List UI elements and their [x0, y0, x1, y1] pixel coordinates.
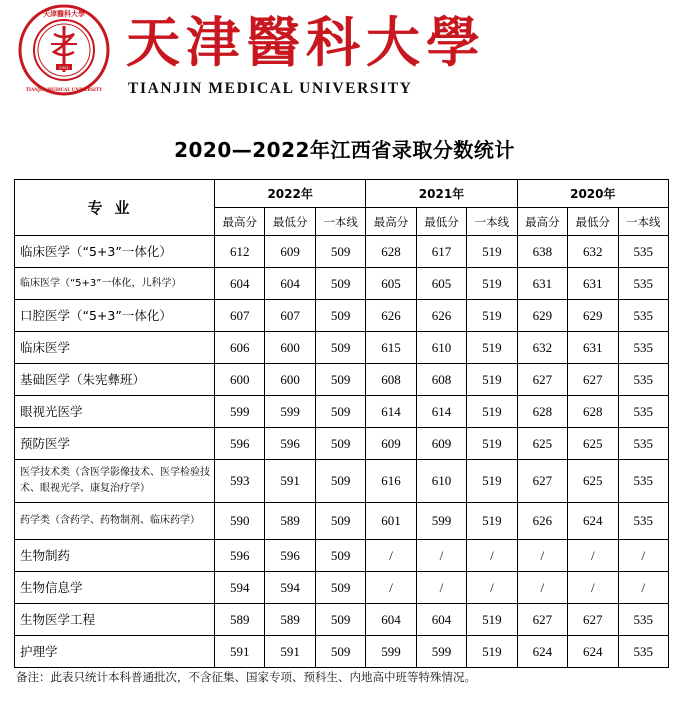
- table-row: [15, 332, 669, 364]
- score-cell: /: [568, 540, 618, 572]
- header: [18, 4, 486, 104]
- score-cell: /: [618, 540, 669, 572]
- score-cell: 600: [265, 332, 315, 364]
- score-cell: 605: [366, 268, 416, 300]
- score-cell: 519: [467, 460, 517, 503]
- subheader-cell: 最低分: [265, 208, 315, 236]
- score-cell: 632: [568, 236, 618, 268]
- score-cell: 608: [416, 364, 466, 396]
- score-cell: 596: [265, 428, 315, 460]
- score-cell: 593: [215, 460, 265, 503]
- seal-text-top: 天津醫科大學: [43, 9, 85, 18]
- score-cell: 608: [366, 364, 416, 396]
- score-cell: 599: [265, 396, 315, 428]
- score-cell: 614: [416, 396, 466, 428]
- major-name-cell: 生物信息学: [15, 572, 215, 604]
- score-cell: 519: [467, 396, 517, 428]
- score-cell: 600: [215, 364, 265, 396]
- score-cell: 596: [215, 540, 265, 572]
- score-cell: 535: [618, 460, 669, 503]
- score-table-body: [15, 236, 669, 668]
- brand-name-cn: 天津醫科大學: [126, 10, 486, 74]
- score-cell: 625: [568, 428, 618, 460]
- score-cell: 535: [618, 428, 669, 460]
- score-cell: 535: [618, 604, 669, 636]
- year-header-2020: 2020年: [517, 180, 668, 208]
- score-cell: 614: [366, 396, 416, 428]
- score-cell: 607: [215, 300, 265, 332]
- score-cell: 509: [315, 268, 365, 300]
- major-column-header: 专业: [15, 180, 215, 236]
- table-row: [15, 572, 669, 604]
- score-cell: 509: [315, 300, 365, 332]
- score-cell: /: [366, 540, 416, 572]
- table-row: [15, 396, 669, 428]
- score-cell: /: [618, 572, 669, 604]
- score-cell: 519: [467, 268, 517, 300]
- score-cell: 509: [315, 604, 365, 636]
- score-cell: 624: [568, 503, 618, 540]
- table-row: [15, 604, 669, 636]
- major-name-cell: 临床医学（“5+3”一体化，儿科学）: [15, 268, 215, 300]
- score-cell: 509: [315, 236, 365, 268]
- major-name-cell: 药学类（含药学、药物制剂、临床药学）: [15, 503, 215, 540]
- table-row: [15, 540, 669, 572]
- score-cell: 589: [265, 604, 315, 636]
- score-cell: 631: [568, 332, 618, 364]
- score-cell: 609: [416, 428, 466, 460]
- score-cell: 519: [467, 428, 517, 460]
- subheader-cell: 一本线: [618, 208, 669, 236]
- score-cell: 604: [265, 268, 315, 300]
- major-name-cell: 临床医学: [15, 332, 215, 364]
- score-cell: 509: [315, 364, 365, 396]
- table-row: [15, 364, 669, 396]
- score-cell: 596: [265, 540, 315, 572]
- score-cell: 509: [315, 636, 365, 668]
- score-cell: 627: [517, 604, 567, 636]
- page-title: 2020—2022年江西省录取分数统计: [174, 138, 515, 162]
- score-cell: 627: [568, 604, 618, 636]
- score-cell: 612: [215, 236, 265, 268]
- score-cell: 604: [416, 604, 466, 636]
- score-cell: /: [568, 572, 618, 604]
- score-cell: 604: [366, 604, 416, 636]
- score-cell: 535: [618, 636, 669, 668]
- score-cell: 627: [517, 460, 567, 503]
- score-cell: 591: [265, 636, 315, 668]
- score-cell: 629: [568, 300, 618, 332]
- university-seal-logo: [18, 4, 110, 96]
- score-cell: 617: [416, 236, 466, 268]
- score-cell: 599: [416, 503, 466, 540]
- score-cell: 625: [568, 460, 618, 503]
- year-header-2021: 2021年: [366, 180, 517, 208]
- major-name-cell: 医学技术类（含医学影像技术、医学检验技术、眼视光学、康复治疗学）: [15, 460, 215, 503]
- score-cell: 626: [416, 300, 466, 332]
- score-cell: /: [416, 572, 466, 604]
- score-cell: 625: [517, 428, 567, 460]
- score-cell: 591: [215, 636, 265, 668]
- score-cell: /: [517, 572, 567, 604]
- subheader-cell: 一本线: [467, 208, 517, 236]
- score-cell: 594: [215, 572, 265, 604]
- table-row: [15, 428, 669, 460]
- score-cell: 599: [215, 396, 265, 428]
- subheader-cell: 最低分: [416, 208, 466, 236]
- subheader-cell: 最低分: [568, 208, 618, 236]
- major-name-cell: 临床医学（“5+3”一体化）: [15, 236, 215, 268]
- score-cell: 589: [215, 604, 265, 636]
- score-cell: 638: [517, 236, 567, 268]
- score-cell: 519: [467, 604, 517, 636]
- score-cell: 624: [568, 636, 618, 668]
- subheader-cell: 最高分: [215, 208, 265, 236]
- score-cell: 629: [517, 300, 567, 332]
- score-cell: 535: [618, 300, 669, 332]
- score-cell: 509: [315, 428, 365, 460]
- score-cell: 609: [265, 236, 315, 268]
- score-cell: 599: [366, 636, 416, 668]
- seal-year: 1951: [58, 65, 70, 70]
- major-name-cell: 生物制药: [15, 540, 215, 572]
- major-name-cell: 预防医学: [15, 428, 215, 460]
- score-cell: 610: [416, 460, 466, 503]
- score-cell: 600: [265, 364, 315, 396]
- score-cell: 591: [265, 460, 315, 503]
- score-cell: 535: [618, 332, 669, 364]
- table-row: [15, 460, 669, 503]
- score-cell: 605: [416, 268, 466, 300]
- score-cell: 509: [315, 540, 365, 572]
- score-cell: 519: [467, 364, 517, 396]
- score-cell: 628: [568, 396, 618, 428]
- subheader-cell: 最高分: [366, 208, 416, 236]
- score-cell: /: [416, 540, 466, 572]
- score-cell: 509: [315, 396, 365, 428]
- score-cell: 601: [366, 503, 416, 540]
- admission-score-table: [14, 179, 669, 668]
- score-cell: 599: [416, 636, 466, 668]
- score-cell: 509: [315, 503, 365, 540]
- score-cell: 615: [366, 332, 416, 364]
- score-cell: 610: [416, 332, 466, 364]
- subheader-cell: 最高分: [517, 208, 567, 236]
- score-cell: 535: [618, 268, 669, 300]
- score-cell: 594: [265, 572, 315, 604]
- score-cell: /: [467, 540, 517, 572]
- score-cell: 631: [517, 268, 567, 300]
- footnote: 备注：此表只统计本科普通批次，不含征集、国家专项、预科生、内地高中班等特殊情况。: [16, 670, 476, 684]
- brand-name-en: TIANJIN MEDICAL UNIVERSITY: [128, 80, 413, 97]
- major-name-cell: 基础医学（朱宪彝班）: [15, 364, 215, 396]
- table-row: [15, 268, 669, 300]
- score-cell: /: [517, 540, 567, 572]
- score-cell: 519: [467, 236, 517, 268]
- score-cell: /: [467, 572, 517, 604]
- score-cell: 509: [315, 572, 365, 604]
- score-cell: 519: [467, 636, 517, 668]
- score-cell: 589: [265, 503, 315, 540]
- score-cell: 626: [517, 503, 567, 540]
- score-cell: 626: [366, 300, 416, 332]
- seal-text-bottom: TIANJIN MEDICAL UNIVERSITY: [25, 87, 103, 92]
- table-row: [15, 236, 669, 268]
- score-cell: 628: [517, 396, 567, 428]
- table-row: [15, 636, 669, 668]
- table-row: [15, 503, 669, 540]
- table-row: [15, 300, 669, 332]
- score-cell: 609: [366, 428, 416, 460]
- score-cell: 632: [517, 332, 567, 364]
- major-name-cell: 护理学: [15, 636, 215, 668]
- score-cell: 604: [215, 268, 265, 300]
- score-cell: 616: [366, 460, 416, 503]
- score-cell: 519: [467, 332, 517, 364]
- score-cell: 535: [618, 364, 669, 396]
- subheader-cell: 一本线: [315, 208, 365, 236]
- score-cell: 535: [618, 396, 669, 428]
- score-cell: 519: [467, 300, 517, 332]
- score-cell: 627: [517, 364, 567, 396]
- major-name-cell: 生物医学工程: [15, 604, 215, 636]
- major-name-cell: 眼视光医学: [15, 396, 215, 428]
- score-cell: 596: [215, 428, 265, 460]
- score-cell: 631: [568, 268, 618, 300]
- score-cell: 628: [366, 236, 416, 268]
- year-header-2022: 2022年: [215, 180, 366, 208]
- score-cell: 624: [517, 636, 567, 668]
- score-cell: 535: [618, 236, 669, 268]
- score-cell: 607: [265, 300, 315, 332]
- score-cell: 509: [315, 460, 365, 503]
- major-name-cell: 口腔医学（“5+3”一体化）: [15, 300, 215, 332]
- score-cell: 590: [215, 503, 265, 540]
- score-cell: 627: [568, 364, 618, 396]
- score-cell: /: [366, 572, 416, 604]
- score-cell: 509: [315, 332, 365, 364]
- score-cell: 535: [618, 503, 669, 540]
- score-cell: 606: [215, 332, 265, 364]
- score-cell: 519: [467, 503, 517, 540]
